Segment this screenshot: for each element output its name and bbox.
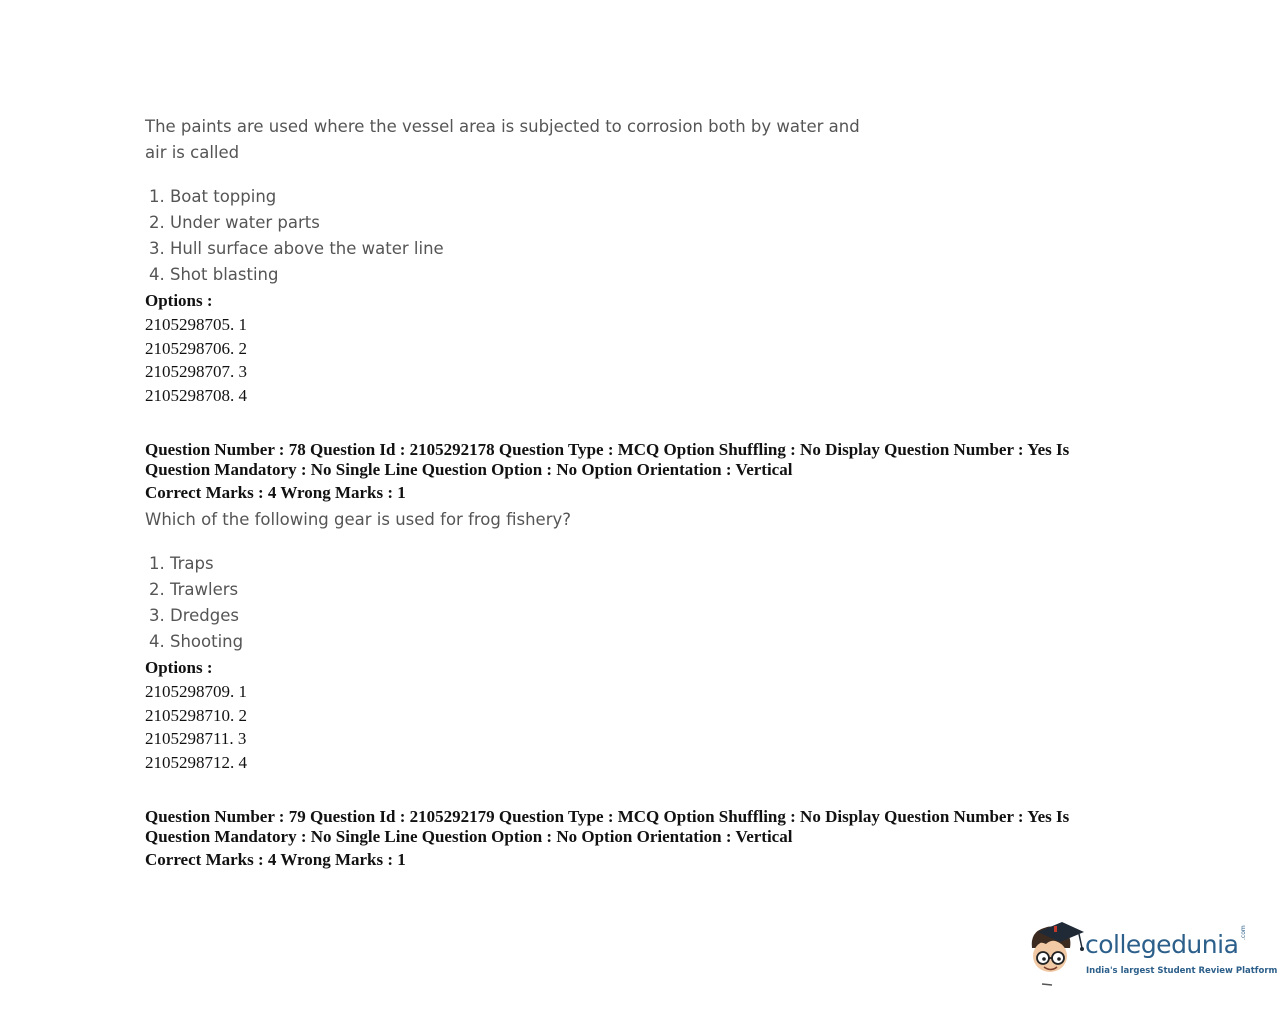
question-78-marks: Correct Marks : 4 Wrong Marks : 1 [145,483,406,502]
option-id-line: 2105298707. 3 [145,362,247,381]
choice-item: 2. Trawlers [149,580,239,599]
choice-item: 4. Shot blasting [149,265,279,284]
option-id-line: 2105298710. 2 [145,706,247,725]
option-id-line: 2105298708. 4 [145,386,247,405]
question-77-stem: The paints are used where the vessel area is subjected to corrosion both by water and air is called [145,117,860,162]
question-78-meta-line2: Question Mandatory : No Single Line Question Option : No Option Orientation : Vertical [145,460,793,479]
logo-wordmark: collegedunia [1085,930,1239,959]
question-78-meta-line1: Question Number : 78 Question Id : 2105292178 Question Type : MCQ Option Shuffling : No Display Question Number : Yes Is [145,440,1070,459]
choice-item: 4. Shooting [149,632,244,651]
option-id-line: 2105298705. 1 [145,315,247,334]
option-id-line: 2105298709. 1 [145,682,247,701]
logo-suffix: .com [1240,925,1247,940]
question-79-meta-line1: Question Number : 79 Question Id : 2105292179 Question Type : MCQ Option Shuffling : No Display Question Number : Yes Is [145,807,1070,826]
choice-item: 3. Hull surface above the water line [149,239,444,258]
option-id-line: 2105298711. 3 [145,729,247,748]
question-79-meta-line2: Question Mandatory : No Single Line Question Option : No Option Orientation : Vertical [145,827,793,846]
choice-item: 3. Dredges [149,606,239,625]
logo-tagline: India's largest Student Review Platform [1086,966,1278,976]
options-heading: Options : [145,291,213,310]
student-mascot-icon [1024,918,1086,988]
choice-item: 1. Traps [149,554,214,573]
choice-item: 2. Under water parts [149,213,320,232]
options-heading: Options : [145,658,213,677]
question-78-stem: Which of the following gear is used for frog fishery? [145,510,572,529]
option-id-line: 2105298712. 4 [145,753,247,772]
option-id-line: 2105298706. 2 [145,339,247,358]
choice-item: 1. Boat topping [149,187,277,206]
collegedunia-logo [1024,918,1278,990]
question-78-choices [149,551,243,655]
question-77-choices [149,184,444,288]
question-79-marks: Correct Marks : 4 Wrong Marks : 1 [145,850,406,869]
